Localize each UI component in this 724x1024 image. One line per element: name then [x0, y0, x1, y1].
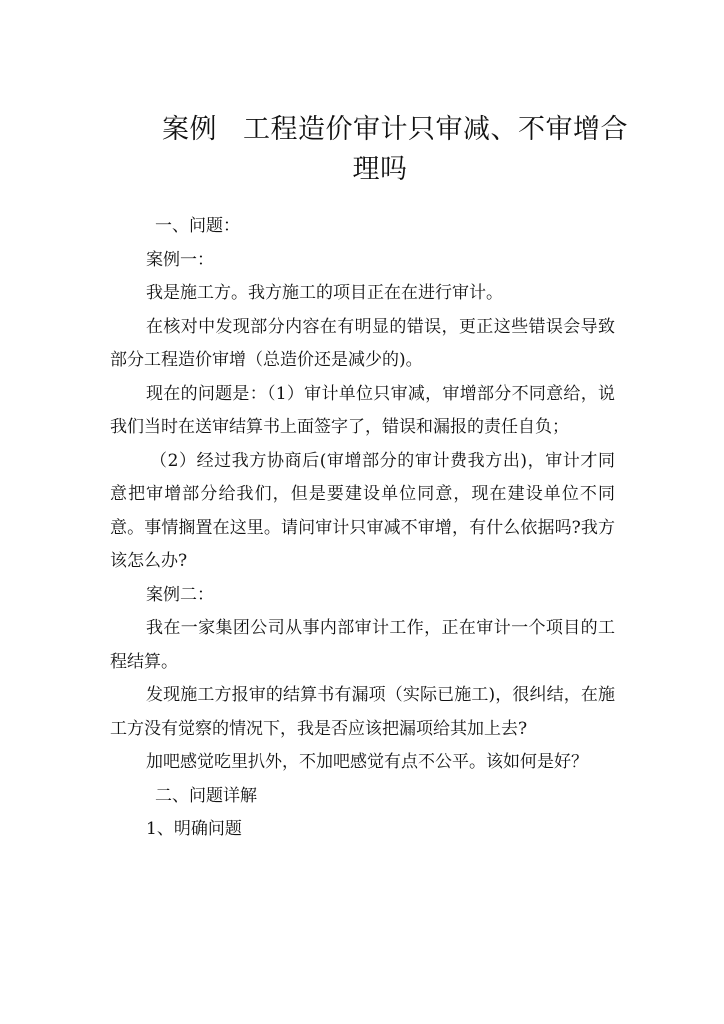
title-line-1 [110, 110, 628, 150]
paragraph: 我在一家集团公司从事内部审计工作，正在审计一个项目的工程结算。 [110, 618, 615, 672]
title-main-text: 工程造价审计只审减、不审增合 [243, 114, 628, 145]
list-item-clarify: 1、明确问题 [146, 819, 242, 839]
paragraph: 加吧感觉吃里扒外，不加吧感觉有点不公平。该如何是好？ [146, 752, 588, 772]
paragraph: 我是施工方。我方施工的项目正在在进行审计。 [146, 283, 503, 303]
paragraph: （2）经过我方协商后(审增部分的审计费我方出)，审计才同意把审增部分给我们，但是要建设单位同意，现在建设单位不同意。事情搁置在这里。请问审计只审减不审增，有什么依据吗?我方该怎么办? [110, 450, 615, 571]
case-two-label: 案例二： [146, 584, 214, 605]
title-case-label: 案例 [162, 114, 217, 145]
section-heading-questions: 一、问题： [155, 216, 240, 236]
title-line-2: 理吗 [352, 154, 408, 185]
section-heading-details: 二、问题详解 [155, 785, 257, 806]
case-one-label: 案例一： [146, 249, 214, 270]
paragraph: 现在的问题是：（1）审计单位只审减，审增部分不同意给，说我们当时在送审结算书上面签字了，错误和漏报的责任自负； [110, 383, 615, 437]
document-title [110, 110, 628, 190]
paragraph: 发现施工方报审的结算书有漏项（实际已施工)，很纠结，在施工方没有觉察的情况下，我是否应该把漏项给其加上去? [110, 685, 615, 739]
document-body [110, 210, 615, 847]
paragraph: 在核对中发现部分内容在有明显的错误，更正这些错误会导致部分工程造价审增（总造价还是减少的)。 [110, 316, 615, 370]
